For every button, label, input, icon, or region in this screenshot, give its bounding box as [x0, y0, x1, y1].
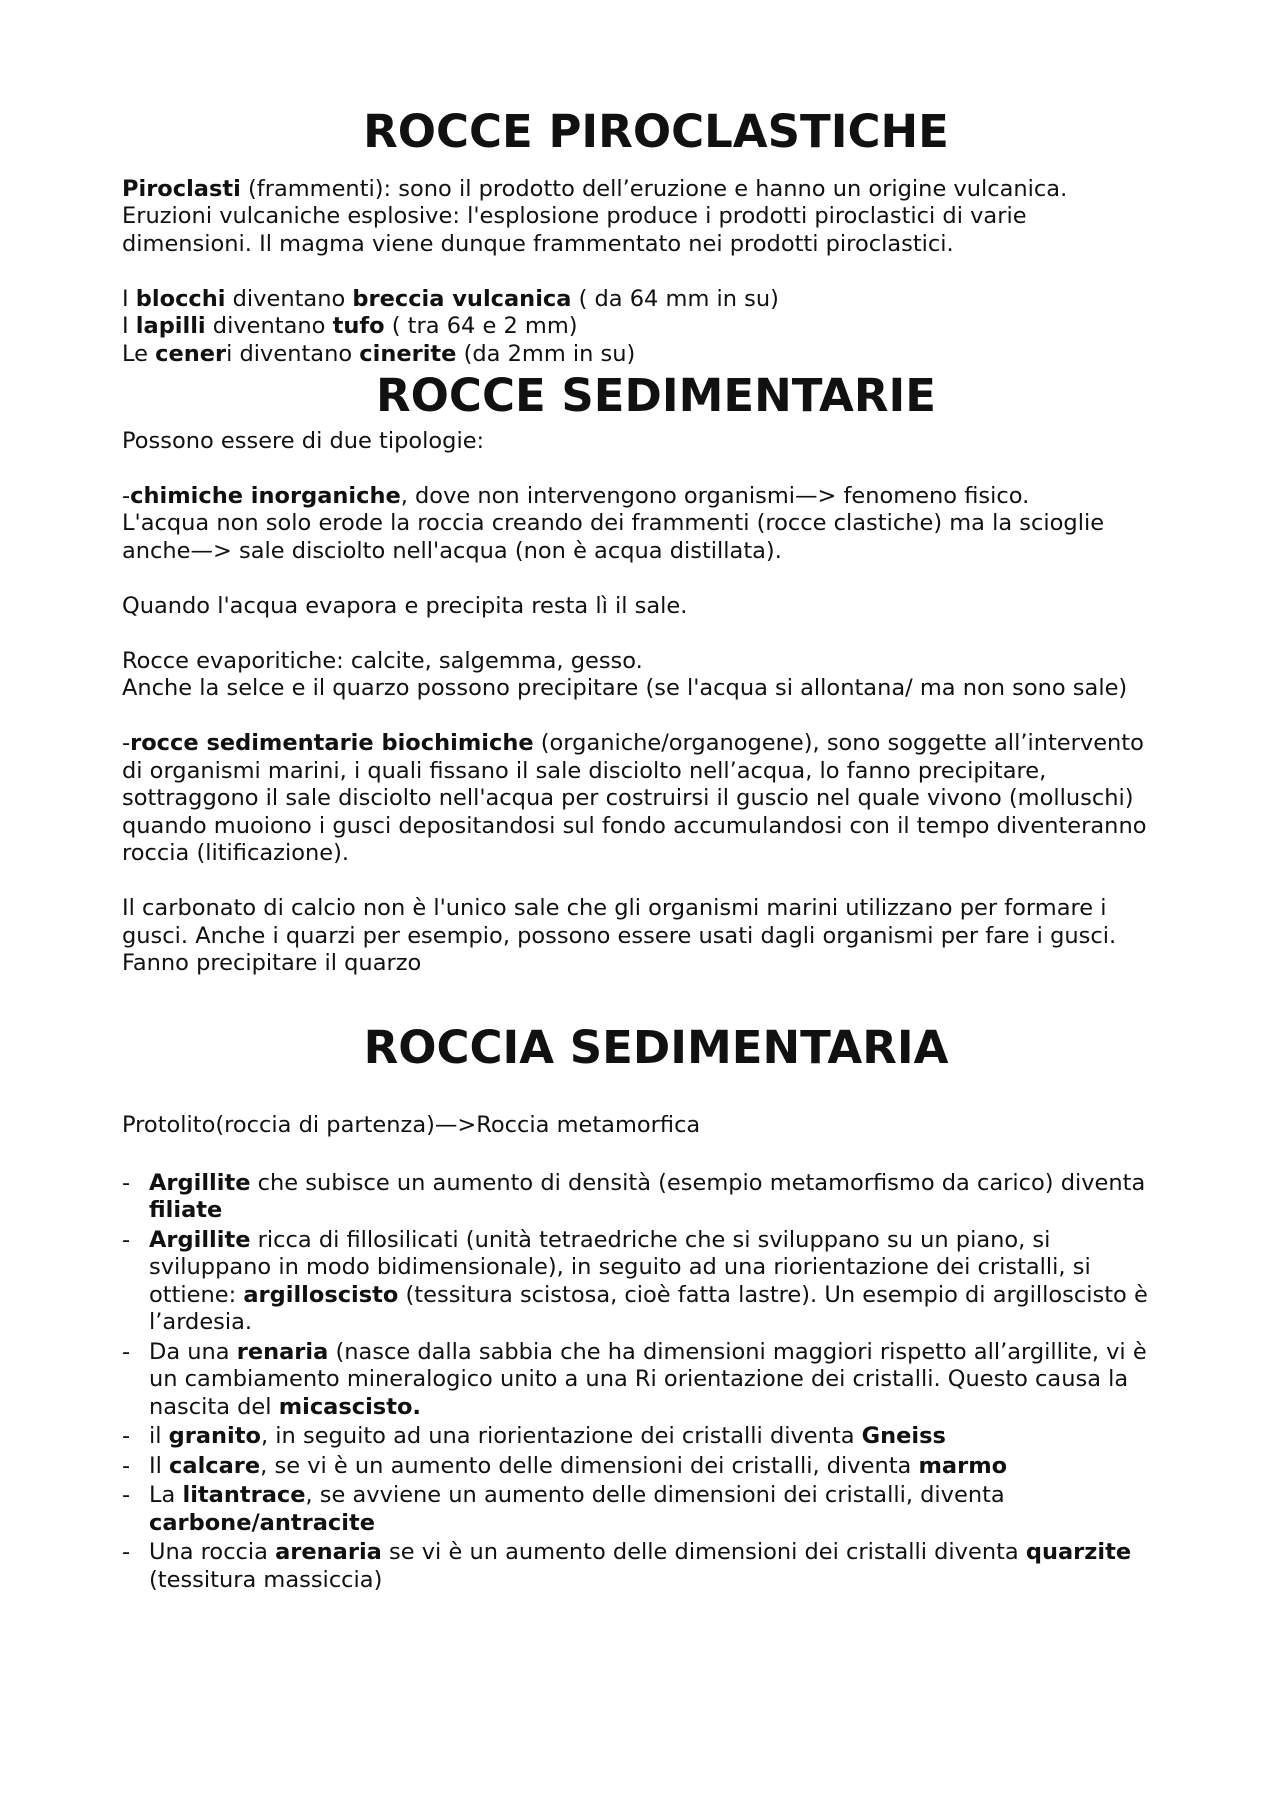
line-ceneri: Le ceneri diventano cinerite (da 2mm in su) [122, 340, 636, 367]
list-item: - Una roccia arenaria se vi è un aumento delle dimensioni dei cristalli diventa quarzite (tessitura massiccia) [122, 1539, 1160, 1594]
line-blocchi: I blocchi diventano breccia vulcanica ( da 64 mm in su) [122, 285, 779, 312]
paragraph-carbonato: Il carbonato di calcio non è l'unico sale che gli organismi marini utilizzano per formare i gusci. Anche i quarzi per esempio, possono essere usati dagli organismi per fare i gusci. Fanno precipitare il quarzo [122, 895, 1117, 976]
paragraph-evapora: Quando l'acqua evapora e precipita resta lì il sale. [122, 592, 688, 619]
metamorphic-list [122, 1170, 1160, 1595]
paragraph-biochimiche: -rocce sedimentarie biochimiche (organiche/organogene), sono soggette all’intervento di organismi marini, i quali fissano il sale disciolto nell’acqua, lo fanno precipitare, sottraggono il sale disciolto nell'acqua per costruirsi il guscio nel quale vivono (molluschi) quando muoiono i gusci depositandosi sul fondo accumulandosi con il tempo diventeranno roccia (litificazione). [122, 730, 1147, 866]
section-title-piroclastiche: ROCCE PIROCLASTICHE [363, 105, 949, 158]
paragraph-acqua: L'acqua non solo erode la roccia creando dei frammenti (rocce clastiche) ma la scioglie anche—> sale disciolto nell'acqua (non è acqua distillata). [122, 510, 1105, 564]
section-title-sedimentarie: ROCCE SEDIMENTARIE [376, 369, 936, 422]
list-item: - La litantrace, se avviene un aumento delle dimensioni dei cristalli, diventa carbone/antracite [122, 1482, 1160, 1537]
list-item: - Argillite che subisce un aumento di densità (esempio metamorfismo da carico) diventa filiate [122, 1170, 1160, 1225]
paragraph-selce: Anche la selce e il quarzo possono precipitare (se l'acqua si allontana/ ma non sono sale) [122, 675, 1128, 701]
paragraph-piroclasti: Piroclasti (frammenti): sono il prodotto dell’eruzione e hanno un origine vulcanica. [122, 175, 1068, 202]
list-item: - Argillite ricca di fillosilicati (unità tetraedriche che si sviluppano su un piano, si sviluppano in modo bidimensionale), in seguito ad una riorientazione dei cristalli, si ottiene: argilloscisto (tessitura scistosa, cioè fatta lastre). Un esempio di argilloscisto è l’ardesia. [122, 1227, 1160, 1337]
line-lapilli: I lapilli diventano tufo ( tra 64 e 2 mm) [122, 313, 578, 339]
paragraph-evaporitiche: Rocce evaporitiche: calcite, salgemma, gesso. [122, 647, 643, 674]
list-item: - Il calcare, se vi è un aumento delle dimensioni dei cristalli, diventa marmo [122, 1453, 1160, 1481]
paragraph-eruzioni: Eruzioni vulcaniche esplosive: l'esplosione produce i prodotti piroclastici di varie dimensioni. Il magma viene dunque frammentato nei prodotti piroclastici. [122, 203, 1027, 257]
bold-term: Piroclasti [122, 175, 241, 202]
paragraph-chimiche: -chimiche inorganiche, dove non intervengono organismi—> fenomeno fisico. [122, 482, 1030, 509]
list-item: - il granito, in seguito ad una riorientazione dei cristalli diventa Gneiss [122, 1423, 1160, 1451]
list-item: - Da una renaria (nasce dalla sabbia che ha dimensioni maggiori rispetto all’argillite, vi è un cambiamento mineralogico unito a una Ri orientazione dei cristalli. Questo causa la nascita del micascisto. [122, 1339, 1160, 1422]
paragraph-tipologie: Possono essere di due tipologie: [122, 427, 485, 454]
section-title-sedimentaria: ROCCIA SEDIMENTARIA [363, 1020, 949, 1074]
paragraph-protolito: Protolito(roccia di partenza)—>Roccia metamorfica [122, 1112, 701, 1138]
